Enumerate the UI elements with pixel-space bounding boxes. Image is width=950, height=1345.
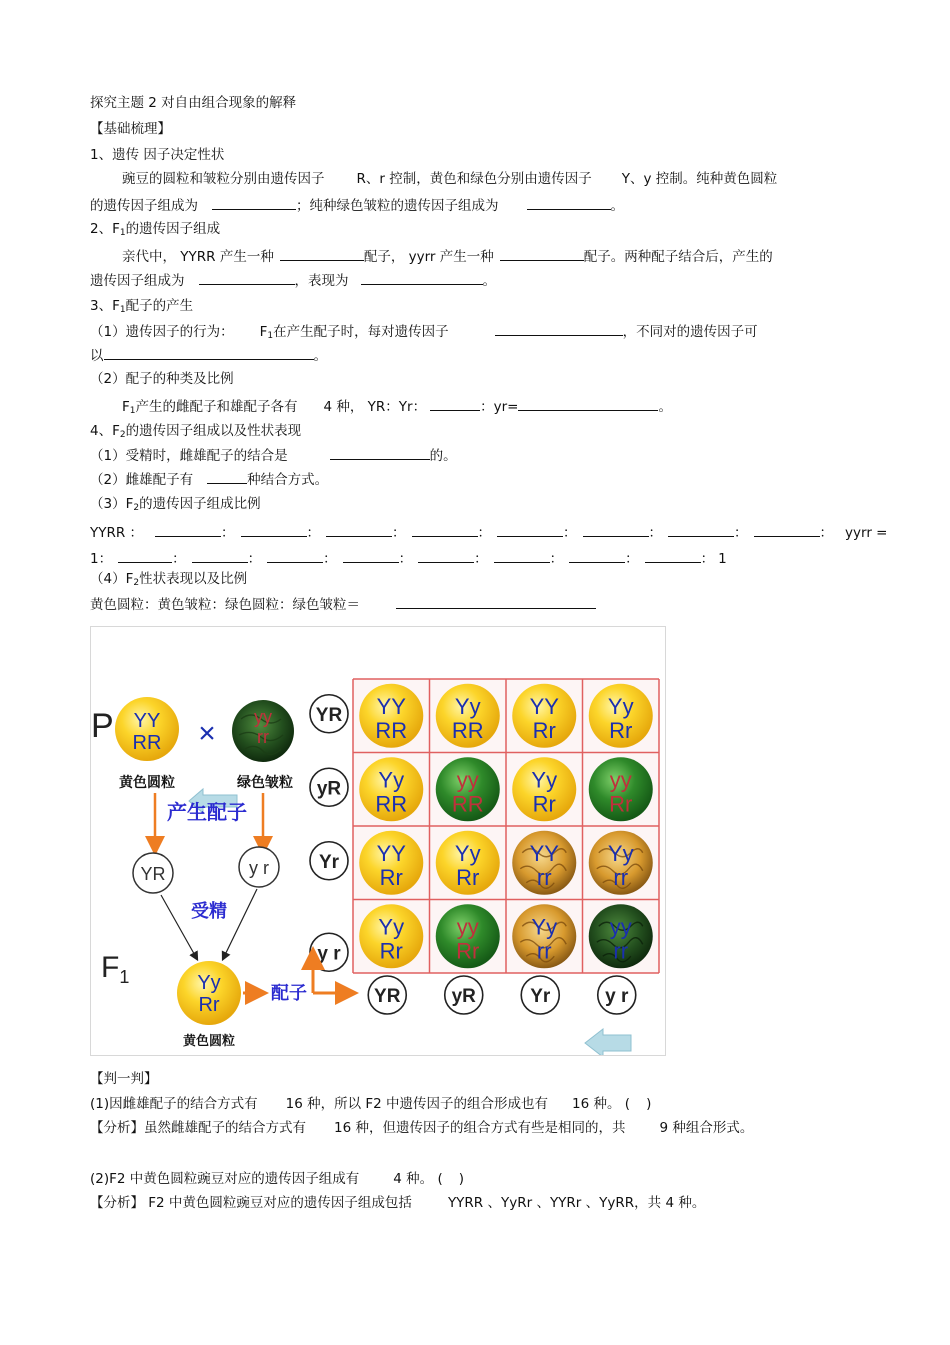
parent-green-bottom: rr <box>257 727 269 747</box>
genotype-bottom: Rr <box>532 791 556 817</box>
punnett-cell <box>436 831 500 895</box>
genotype-bottom: rr <box>613 938 629 964</box>
s3-q2-line: $F_1$产生的雌配子和雄配子各有 4 种， YR：Yr： ：yr= 。 <box>122 396 672 420</box>
blank[interactable] <box>155 522 221 537</box>
cross-symbol: × <box>198 717 216 750</box>
s1-heading: 1、遗传 因子决定性状 <box>90 147 225 163</box>
blank[interactable] <box>199 270 295 285</box>
genotype-bottom: Rr <box>379 938 403 964</box>
genotype-bottom: RR <box>451 791 484 817</box>
parent-yellow-top: YY <box>133 710 161 732</box>
blank[interactable] <box>207 469 247 484</box>
genotype-bottom: Rr <box>379 864 403 890</box>
s1-line1: 豌豆的圆粒和皱粒分别由遗传因子 R、r 控制，黄色和绿色分别由遗传因子 Y、y 控制。纯种黄色圆粒 <box>122 171 778 187</box>
punnett-cell <box>589 904 653 968</box>
arrow-fert-right <box>223 889 257 959</box>
judge-heading: 【判一判】 <box>90 1071 158 1087</box>
blank[interactable] <box>645 548 701 563</box>
blank[interactable] <box>418 548 474 563</box>
genotype-bottom: Rr <box>456 864 480 890</box>
genotype-top: yy <box>456 767 479 793</box>
genotype-top: Yy <box>454 693 481 719</box>
f1-label: $F_1$ <box>101 951 130 987</box>
genotype-bottom: Rr <box>609 717 633 743</box>
punnett-cell <box>589 757 653 821</box>
blank[interactable] <box>495 321 623 336</box>
s3-q2: （2）配子的种类及比例 <box>90 371 234 387</box>
blank[interactable] <box>430 396 480 411</box>
gamete-production-label: 产生配子 <box>167 800 247 824</box>
blank[interactable] <box>326 522 392 537</box>
s3-q1: （1）遗传因子的行为： $F_1$在产生配子时，每对遗传因子 ，不同对的遗传因子可 <box>90 321 758 345</box>
blank[interactable] <box>241 522 307 537</box>
genotype-bottom: Rr <box>609 791 633 817</box>
punnett-cell <box>436 684 500 748</box>
genotype-top: Yy <box>531 914 558 940</box>
punnett-cell <box>512 757 576 821</box>
ratio-row-1: YYRR ： ： ： ： ： ： ： ： ： yyrr = <box>90 522 888 542</box>
ratio-row-2: 1： ： ： ： ： ： ： ： ： 1 <box>90 548 727 568</box>
s4-phenotype-ratio: 黄色圆粒：黄色皱粒：绿色圆粒：绿色皱粒＝ <box>90 594 596 614</box>
punnett-cell <box>436 904 500 968</box>
punnett-cell <box>512 831 576 895</box>
blank[interactable] <box>396 594 596 609</box>
blank[interactable] <box>118 548 172 563</box>
blank[interactable] <box>267 548 323 563</box>
f1-pea-bottom: Rr <box>198 994 220 1016</box>
blank[interactable] <box>494 548 550 563</box>
col-gamete-text: yR <box>451 986 476 1007</box>
judge-q2: (2)F2 中黄色圆粒豌豆对应的遗传因子组成有 4 种。 ( ) <box>90 1171 465 1187</box>
genotype-top: Yy <box>378 767 405 793</box>
parent-green-label: 绿色皱粒 <box>237 775 293 791</box>
col-gamete-text: YR <box>374 986 401 1007</box>
blank[interactable] <box>280 246 364 261</box>
judge-a2: 【分析】 F2 中黄色圆粒豌豆对应的遗传因子组成包括 YYRR 、YyRr 、YYRr 、YyRR，共 4 种。 <box>90 1195 706 1211</box>
blank[interactable] <box>412 522 478 537</box>
genotype-bottom: rr <box>536 938 552 964</box>
genotype-top: YY <box>376 693 406 719</box>
s4-q1: （1）受精时，雌雄配子的结合是 的。 <box>90 445 457 465</box>
parent-yellow-label: 黄色圆粒 <box>119 775 175 791</box>
s1-line2: 的遗传因子组成为 ；纯种绿色皱粒的遗传因子组成为 。 <box>90 195 624 215</box>
genotype-bottom: Rr <box>456 938 480 964</box>
parent-yellow-bottom: RR <box>132 732 162 754</box>
f1-gamete-label: 配子 <box>271 983 307 1004</box>
row-gamete-text: YR <box>315 704 343 726</box>
punnett-cell <box>359 904 423 968</box>
genotype-top: yy <box>609 914 632 940</box>
punnett-cell <box>436 757 500 821</box>
genotype-top: Yy <box>454 840 481 866</box>
blank[interactable] <box>330 445 430 460</box>
parent-green-top: yy <box>254 707 272 727</box>
s4-heading: 4、$F_2$的遗传因子组成以及性状表现 <box>90 423 302 440</box>
blank[interactable] <box>104 345 314 360</box>
genotype-top: Yy <box>607 693 634 719</box>
genotype-top: YY <box>376 840 406 866</box>
s3-heading: 3、$F_1$配子的产生 <box>90 298 194 315</box>
fertilization-label: 受精 <box>191 901 227 922</box>
s2-line1: 亲代中， YYRR 产生一种 配子， yyrr 产生一种 配子。两种配子结合后，产生的 <box>122 246 773 266</box>
genotype-top: Yy <box>531 767 558 793</box>
genotype-bottom: RR <box>375 717 408 743</box>
blank[interactable] <box>192 548 248 563</box>
blank[interactable] <box>754 522 820 537</box>
genotype-bottom: Rr <box>532 717 556 743</box>
blank[interactable] <box>583 522 649 537</box>
punnett-figure <box>90 626 666 1056</box>
col-gamete-text: y r <box>605 986 629 1007</box>
s2-heading: 2、$F_1$的遗传因子组成 <box>90 221 221 238</box>
punnett-cell <box>512 684 576 748</box>
gamete-YR-text: YR <box>140 864 166 884</box>
bottom-arrow-shape <box>585 1029 631 1055</box>
judge-a1: 【分析】虽然雌雄配子的结合方式有 16 种，但遗传因子的组合方式有些是相同的，共 9 种组合形式。 <box>90 1120 754 1136</box>
punnett-cell <box>359 831 423 895</box>
section-heading: 【基础梳理】 <box>90 121 171 137</box>
blank[interactable] <box>343 548 399 563</box>
f1-phenotype-label: 黄色圆粒 <box>182 1034 236 1049</box>
s4-q2: （2）雌雄配子有 种结合方式。 <box>90 469 328 489</box>
genotype-bottom: rr <box>536 864 552 890</box>
genotype-top: YY <box>529 840 559 866</box>
genotype-top: yy <box>609 767 632 793</box>
blank[interactable] <box>518 396 658 411</box>
punnett-cell <box>359 757 423 821</box>
f1-pea-top: Yy <box>197 972 221 994</box>
judge-q1: (1)因雌雄配子的结合方式有 16 种，所以 F2 中遗传因子的组合形成也有 16 种。 ( ) <box>90 1096 652 1112</box>
genotype-top: yy <box>456 914 479 940</box>
row-gamete-text: y r <box>317 943 341 965</box>
genotype-top: Yy <box>607 840 634 866</box>
blank[interactable] <box>361 270 483 285</box>
blank[interactable] <box>668 522 734 537</box>
row-gamete-text: Yr <box>318 851 340 873</box>
blank[interactable] <box>497 522 563 537</box>
genotype-bottom: rr <box>613 864 629 890</box>
blank[interactable] <box>500 246 584 261</box>
blank[interactable] <box>569 548 625 563</box>
gamete-yr-text: y r <box>249 858 269 878</box>
punnett-cell <box>589 684 653 748</box>
s2-line2: 遗传因子组成为 ，表现为 。 <box>90 270 496 290</box>
page-title: 探究主题 2 对自由组合现象的解释 <box>90 95 297 111</box>
blank[interactable] <box>527 195 611 210</box>
genotype-bottom: RR <box>375 791 408 817</box>
p-label: P <box>91 707 114 745</box>
s4-q3: $(3)F_2$的遗传因子组成比例 <box>90 496 261 513</box>
genotype-top: Yy <box>378 914 405 940</box>
genotype-top: YY <box>529 693 559 719</box>
punnett-cell <box>512 904 576 968</box>
genotype-bottom: RR <box>451 717 484 743</box>
col-gamete-text: Yr <box>530 986 551 1007</box>
punnett-cell <box>359 684 423 748</box>
punnett-cell <box>589 831 653 895</box>
s3-q1-cont: 以 。 <box>90 345 327 365</box>
s4-q4: $(4)F_2$性状表现以及比例 <box>90 571 248 588</box>
row-gamete-text: yR <box>316 778 342 800</box>
blank[interactable] <box>212 195 296 210</box>
